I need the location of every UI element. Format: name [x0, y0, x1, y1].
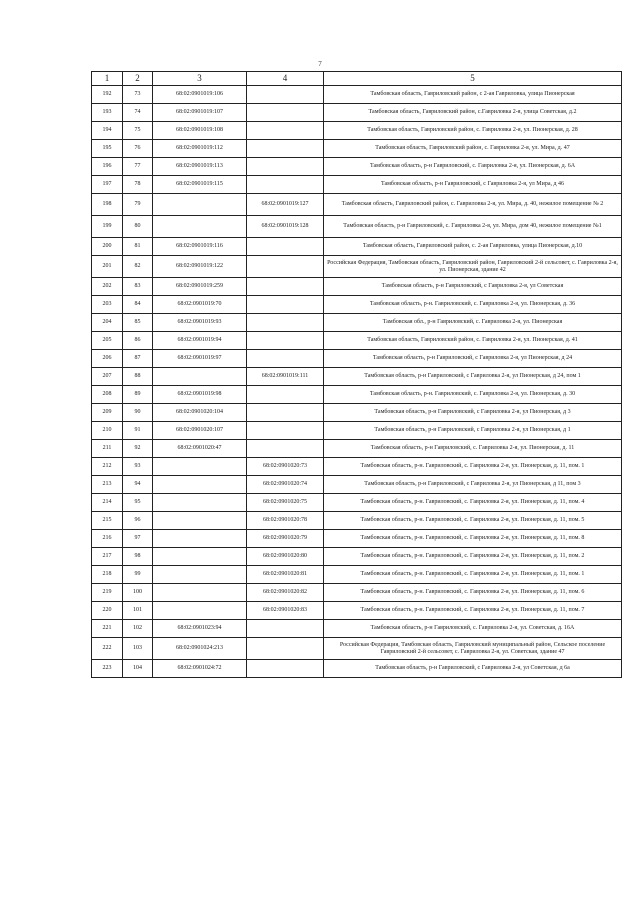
address-cell: Тамбовская область, р-н Гавриловский, с Гавриловка 2-я, ул Пионерская, д 11, пом 3	[324, 476, 622, 494]
address-cell: Тамбовская область, р-н Гавриловский, с Гавриловка 2-я, ул Пионерская, д 24	[324, 350, 622, 368]
address-cell: Тамбовская область, р-н. Гавриловский, с. Гавриловка 2-я, ул. Пионерская, д. 11, пом. 5	[324, 512, 622, 530]
row-number-cell: 215	[92, 512, 123, 530]
address-cell: Тамбовская область, р-н Гавриловский, с Гавриловка 2-я, ул Пионерская, д 3	[324, 404, 622, 422]
table-row	[92, 386, 622, 404]
column-header-4: 4	[247, 72, 324, 86]
cadastral-number-cell: 68:02:0901019:122	[153, 256, 247, 278]
row-number-cell: 194	[92, 122, 123, 140]
cadastral-number-cell: 68:02:0901020:104	[153, 404, 247, 422]
premises-cadastral-number-cell	[247, 620, 324, 638]
premises-cadastral-number-cell: 68:02:0901020:81	[247, 566, 324, 584]
cadastral-number-cell: 68:02:0901019:115	[153, 176, 247, 194]
table-row	[92, 494, 622, 512]
address-cell: Тамбовская область, р-н Гавриловский, с Гавриловка 2-я, ул Советская, д 6а	[324, 660, 622, 678]
premises-cadastral-number-cell	[247, 86, 324, 104]
item-number-cell: 93	[123, 458, 153, 476]
cadastral-number-cell: 68:02:0901019:113	[153, 158, 247, 176]
cadastral-number-cell	[153, 566, 247, 584]
address-cell: Тамбовская область, Гавриловский район, с 2-ая Гавриловка, улица Пионерская	[324, 86, 622, 104]
cadastral-table	[91, 71, 622, 678]
item-number-cell: 82	[123, 256, 153, 278]
table-header-row	[92, 72, 622, 86]
address-cell: Тамбовская область, р-н Гавриловский, с. Гавриловка 2-я, ул. Пионерская, д. 11	[324, 440, 622, 458]
cadastral-number-cell: 68:02:0901019:116	[153, 238, 247, 256]
table-row	[92, 602, 622, 620]
table-row	[92, 458, 622, 476]
table-row	[92, 296, 622, 314]
item-number-cell: 103	[123, 638, 153, 660]
premises-cadastral-number-cell: 68:02:0901020:78	[247, 512, 324, 530]
table-row	[92, 238, 622, 256]
item-number-cell: 77	[123, 158, 153, 176]
premises-cadastral-number-cell: 68:02:0901020:79	[247, 530, 324, 548]
table-row	[92, 368, 622, 386]
cadastral-number-cell	[153, 548, 247, 566]
item-number-cell: 78	[123, 176, 153, 194]
premises-cadastral-number-cell	[247, 296, 324, 314]
cadastral-number-cell	[153, 194, 247, 216]
row-number-cell: 223	[92, 660, 123, 678]
address-cell: Тамбовская область, Гавриловский район, с. Гавриловка 2-я, ул. Мира, д. 40, нежилое помещение № 2	[324, 194, 622, 216]
item-number-cell: 101	[123, 602, 153, 620]
cadastral-number-cell: 68:02:0901019:259	[153, 278, 247, 296]
row-number-cell: 196	[92, 158, 123, 176]
premises-cadastral-number-cell: 68:02:0901020:80	[247, 548, 324, 566]
address-cell: Тамбовская область, р-н. Гавриловский, с. Гавриловка 2-я, ул. Пионерская, д. 11, пом. 7	[324, 602, 622, 620]
premises-cadastral-number-cell	[247, 140, 324, 158]
item-number-cell: 91	[123, 422, 153, 440]
row-number-cell: 195	[92, 140, 123, 158]
row-number-cell: 202	[92, 278, 123, 296]
row-number-cell: 198	[92, 194, 123, 216]
address-cell: Тамбовская область, р-н. Гавриловский, с. Гавриловка 2-я, ул. Пионерская, д. 11, пом. 1	[324, 458, 622, 476]
address-cell: Тамбовская область, р-н Гавриловский, с Гавриловка 2-я, ул Советская	[324, 278, 622, 296]
row-number-cell: 218	[92, 566, 123, 584]
table-row	[92, 404, 622, 422]
table-row	[92, 350, 622, 368]
row-number-cell: 200	[92, 238, 123, 256]
row-number-cell: 208	[92, 386, 123, 404]
cadastral-number-cell: 68:02:0901019:70	[153, 296, 247, 314]
address-cell: Тамбовская обл., р-н Гавриловский, с. Гавриловка 2-я, ул. Пионерская	[324, 314, 622, 332]
premises-cadastral-number-cell	[247, 238, 324, 256]
table-row	[92, 566, 622, 584]
row-number-cell: 210	[92, 422, 123, 440]
cadastral-number-cell: 68:02:0901024:213	[153, 638, 247, 660]
premises-cadastral-number-cell: 68:02:0901019:128	[247, 216, 324, 238]
premises-cadastral-number-cell	[247, 422, 324, 440]
column-header-3: 3	[153, 72, 247, 86]
address-cell: Тамбовская область, р-н. Гавриловский, с. Гавриловка 2-я, ул. Пионерская, д. 11, пом. 4	[324, 494, 622, 512]
cadastral-number-cell	[153, 530, 247, 548]
table-row	[92, 332, 622, 350]
item-number-cell: 94	[123, 476, 153, 494]
address-cell: Тамбовская область, р-н Гавриловский, с Гавриловка 2-я, ул Пионерская, д 1	[324, 422, 622, 440]
cadastral-number-cell	[153, 216, 247, 238]
premises-cadastral-number-cell	[247, 176, 324, 194]
table-row	[92, 584, 622, 602]
premises-cadastral-number-cell: 68:02:0901020:83	[247, 602, 324, 620]
item-number-cell: 92	[123, 440, 153, 458]
item-number-cell: 75	[123, 122, 153, 140]
cadastral-number-cell	[153, 584, 247, 602]
row-number-cell: 201	[92, 256, 123, 278]
table-row	[92, 422, 622, 440]
row-number-cell: 205	[92, 332, 123, 350]
table-row	[92, 194, 622, 216]
row-number-cell: 222	[92, 638, 123, 660]
row-number-cell: 212	[92, 458, 123, 476]
item-number-cell: 95	[123, 494, 153, 512]
cadastral-number-cell: 68:02:0901019:108	[153, 122, 247, 140]
address-cell: Тамбовская область, р-н Гавриловский, с Гавриловка 2-я, ул Пионерская, д 24, пом 1	[324, 368, 622, 386]
cadastral-number-cell: 68:02:0901019:93	[153, 314, 247, 332]
row-number-cell: 206	[92, 350, 123, 368]
address-cell: Тамбовская область, Гавриловский район, с. Гавриловка 2-я, ул. Пионерская, д. 28	[324, 122, 622, 140]
address-cell: Тамбовская область, Гавриловский район, с. Гавриловка 2-я, ул. Мира, д. 47	[324, 140, 622, 158]
column-header-2: 2	[123, 72, 153, 86]
address-cell: Тамбовская область, Гавриловский район, с. Гавриловка 2-я, ул. Пионерская, д. 41	[324, 332, 622, 350]
item-number-cell: 104	[123, 660, 153, 678]
premises-cadastral-number-cell: 68:02:0901019:111	[247, 368, 324, 386]
item-number-cell: 89	[123, 386, 153, 404]
row-number-cell: 220	[92, 602, 123, 620]
row-number-cell: 197	[92, 176, 123, 194]
premises-cadastral-number-cell	[247, 386, 324, 404]
address-cell: Российская Федерация, Тамбовская область, Гавриловский район, Гавриловский 2-й сельсовет, с. Гавриловка 2-я, ул. Пионерская, здание 42	[324, 256, 622, 278]
item-number-cell: 98	[123, 548, 153, 566]
row-number-cell: 193	[92, 104, 123, 122]
cadastral-number-cell: 68:02:0901019:97	[153, 350, 247, 368]
premises-cadastral-number-cell	[247, 104, 324, 122]
address-cell: Тамбовская область, р-н. Гавриловский, с. Гавриловка 2-я, ул. Пионерская, д. 30	[324, 386, 622, 404]
column-header-1: 1	[92, 72, 123, 86]
cadastral-number-cell	[153, 494, 247, 512]
address-cell: Тамбовская область, р-н Гавриловский, с. Гавриловка 2-я, ул. Пионерская, д. 6А	[324, 158, 622, 176]
table-row	[92, 620, 622, 638]
premises-cadastral-number-cell: 68:02:0901019:127	[247, 194, 324, 216]
premises-cadastral-number-cell	[247, 278, 324, 296]
cadastral-number-cell: 68:02:0901020:47	[153, 440, 247, 458]
row-number-cell: 209	[92, 404, 123, 422]
premises-cadastral-number-cell	[247, 314, 324, 332]
premises-cadastral-number-cell	[247, 158, 324, 176]
item-number-cell: 102	[123, 620, 153, 638]
item-number-cell: 74	[123, 104, 153, 122]
premises-cadastral-number-cell	[247, 660, 324, 678]
cadastral-number-cell	[153, 476, 247, 494]
table-row	[92, 638, 622, 660]
table-row	[92, 256, 622, 278]
row-number-cell: 207	[92, 368, 123, 386]
address-cell: Тамбовская область, р-н. Гавриловский, с. Гавриловка 2-я, ул. Пионерская, д. 11, пом. 6	[324, 584, 622, 602]
column-header-5: 5	[324, 72, 622, 86]
row-number-cell: 214	[92, 494, 123, 512]
row-number-cell: 219	[92, 584, 123, 602]
row-number-cell: 199	[92, 216, 123, 238]
address-cell: Тамбовская область, р-н Гавриловский, с Гавриловка 2-я, ул Мира, д 46	[324, 176, 622, 194]
row-number-cell: 211	[92, 440, 123, 458]
address-cell: Тамбовская область, р-н Гавриловский, с. Гавриловка 2-я, ул. Советская, д. 16А	[324, 620, 622, 638]
cadastral-number-cell: 68:02:0901019:107	[153, 104, 247, 122]
cadastral-number-cell: 68:02:0901024:72	[153, 660, 247, 678]
address-cell: Российская Федерация, Тамбовская область, Гавриловский муниципальный район, Сельское поселение Гавриловский 2-й сельсовет, с. Гавриловка 2-я, ул. Советская, здание 47	[324, 638, 622, 660]
premises-cadastral-number-cell	[247, 122, 324, 140]
row-number-cell: 216	[92, 530, 123, 548]
table-row	[92, 548, 622, 566]
address-cell: Тамбовская область, р-н Гавриловский, с. Гавриловка 2-я, ул. Мира, дом 40, нежилое помещение №1	[324, 216, 622, 238]
cadastral-number-cell: 68:02:0901020:107	[153, 422, 247, 440]
address-cell: Тамбовская область, Гавриловский район, с. 2-ая Гавриловка, улица Пионерская, д.10	[324, 238, 622, 256]
item-number-cell: 87	[123, 350, 153, 368]
cadastral-number-cell	[153, 602, 247, 620]
row-number-cell: 204	[92, 314, 123, 332]
premises-cadastral-number-cell: 68:02:0901020:74	[247, 476, 324, 494]
table-row	[92, 176, 622, 194]
table-row	[92, 476, 622, 494]
table-row	[92, 104, 622, 122]
item-number-cell: 96	[123, 512, 153, 530]
cadastral-number-cell: 68:02:0901023:94	[153, 620, 247, 638]
table-row	[92, 122, 622, 140]
cadastral-number-cell: 68:02:0901019:106	[153, 86, 247, 104]
cadastral-number-cell: 68:02:0901019:94	[153, 332, 247, 350]
premises-cadastral-number-cell: 68:02:0901020:75	[247, 494, 324, 512]
table-row	[92, 140, 622, 158]
item-number-cell: 76	[123, 140, 153, 158]
premises-cadastral-number-cell: 68:02:0901020:73	[247, 458, 324, 476]
page-number: 7	[318, 60, 322, 68]
item-number-cell: 100	[123, 584, 153, 602]
item-number-cell: 97	[123, 530, 153, 548]
premises-cadastral-number-cell: 68:02:0901020:82	[247, 584, 324, 602]
premises-cadastral-number-cell	[247, 350, 324, 368]
premises-cadastral-number-cell	[247, 440, 324, 458]
cadastral-number-cell: 68:02:0901019:98	[153, 386, 247, 404]
item-number-cell: 84	[123, 296, 153, 314]
cadastral-number-cell	[153, 458, 247, 476]
table-row	[92, 660, 622, 678]
table-row	[92, 158, 622, 176]
item-number-cell: 81	[123, 238, 153, 256]
table-row	[92, 314, 622, 332]
item-number-cell: 83	[123, 278, 153, 296]
item-number-cell: 88	[123, 368, 153, 386]
item-number-cell: 85	[123, 314, 153, 332]
item-number-cell: 79	[123, 194, 153, 216]
table-row	[92, 86, 622, 104]
item-number-cell: 86	[123, 332, 153, 350]
premises-cadastral-number-cell	[247, 404, 324, 422]
item-number-cell: 80	[123, 216, 153, 238]
table-row	[92, 216, 622, 238]
table-row	[92, 278, 622, 296]
address-cell: Тамбовская область, Гавриловский район, с.Гавриловка 2-я, улица Советская, д.2	[324, 104, 622, 122]
address-cell: Тамбовская область, р-н. Гавриловский, с. Гавриловка 2-я, ул. Пионерская, д. 11, пом. 1	[324, 566, 622, 584]
cadastral-number-cell	[153, 512, 247, 530]
table-row	[92, 530, 622, 548]
premises-cadastral-number-cell	[247, 332, 324, 350]
item-number-cell: 99	[123, 566, 153, 584]
cadastral-number-cell: 68:02:0901019:112	[153, 140, 247, 158]
row-number-cell: 217	[92, 548, 123, 566]
table-row	[92, 512, 622, 530]
row-number-cell: 192	[92, 86, 123, 104]
cadastral-number-cell	[153, 368, 247, 386]
address-cell: Тамбовская область, р-н. Гавриловский, с. Гавриловка 2-я, ул. Пионерская, д. 11, пом. 8	[324, 530, 622, 548]
row-number-cell: 203	[92, 296, 123, 314]
address-cell: Тамбовская область, р-н. Гавриловский, с. Гавриловка 2-я, ул. Пионерская, д. 36	[324, 296, 622, 314]
address-cell: Тамбовская область, р-н. Гавриловский, с. Гавриловка 2-я, ул. Пионерская, д. 11, пом. 2	[324, 548, 622, 566]
premises-cadastral-number-cell	[247, 638, 324, 660]
item-number-cell: 90	[123, 404, 153, 422]
item-number-cell: 73	[123, 86, 153, 104]
table-row	[92, 440, 622, 458]
premises-cadastral-number-cell	[247, 256, 324, 278]
row-number-cell: 213	[92, 476, 123, 494]
row-number-cell: 221	[92, 620, 123, 638]
